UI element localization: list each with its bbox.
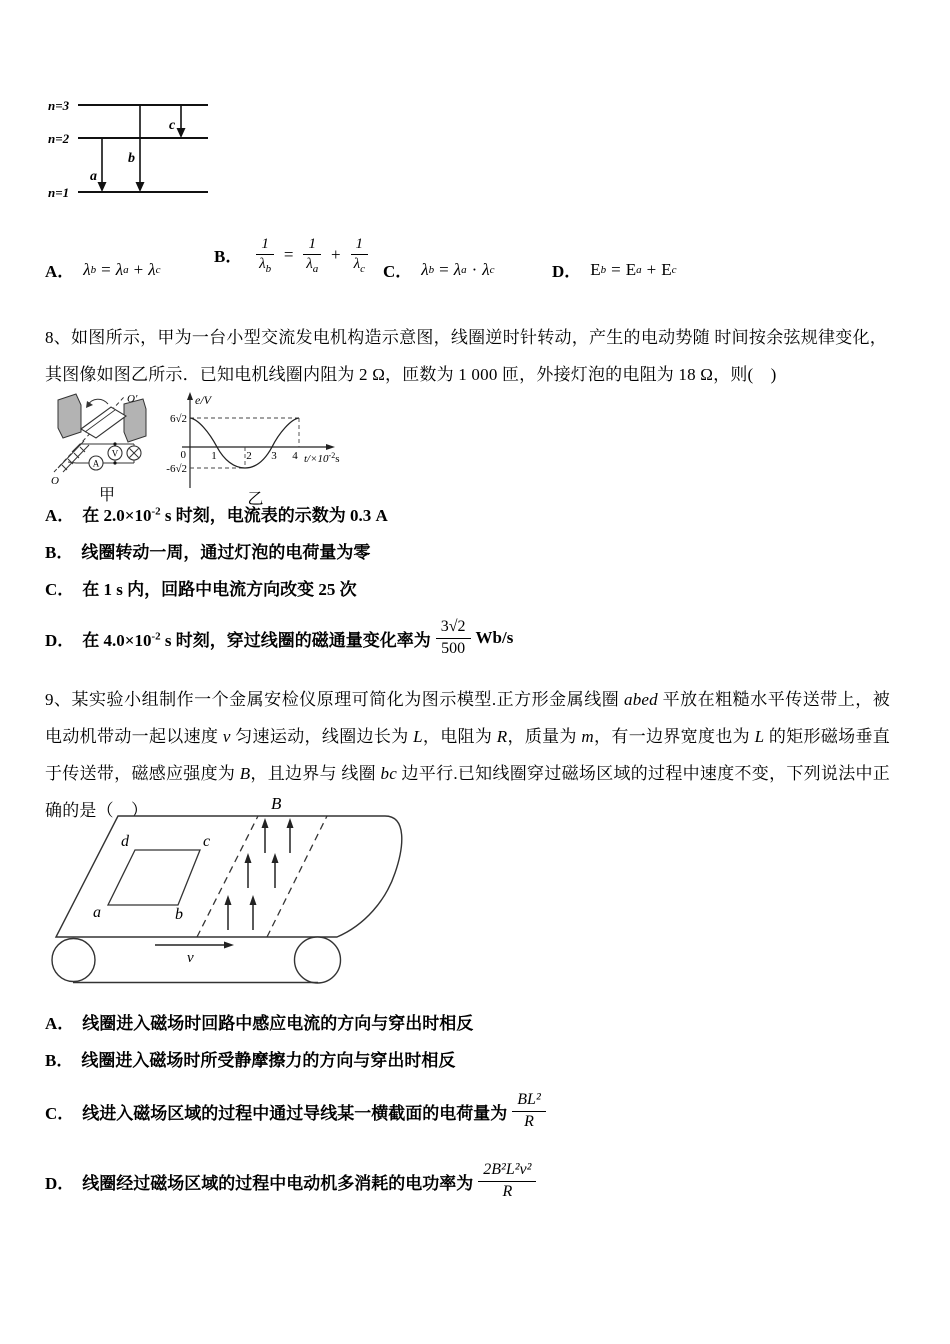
q8-option-b — [45, 532, 890, 569]
denominator — [353, 255, 365, 276]
option-label: B． — [45, 1051, 74, 1070]
axis-label-o-prime: O′ — [126, 393, 137, 405]
energy-level-diagram — [45, 91, 215, 206]
velocity-label: v — [187, 950, 194, 966]
math-E-b: E — [590, 259, 601, 279]
q9-options — [45, 1003, 890, 1217]
x-axis-arrowhead — [326, 444, 335, 450]
voltmeter-label: V — [111, 448, 118, 459]
plus-sign: + — [646, 259, 657, 279]
emf-graph — [158, 392, 353, 492]
junction-dot — [113, 461, 116, 464]
denominator: R — [502, 1182, 513, 1200]
right-magnet — [124, 399, 146, 442]
y-min-label: -6√2 — [166, 463, 187, 475]
lambda: λ — [353, 256, 361, 273]
denominator — [306, 255, 319, 276]
fraction — [512, 1091, 545, 1131]
option-label: A． — [45, 506, 75, 525]
q9-option-b — [45, 1040, 890, 1077]
arrowhead-c — [177, 128, 186, 138]
x-tick-2: 2 — [246, 450, 252, 462]
q8-option-a — [45, 495, 890, 532]
right-roller — [295, 937, 341, 983]
ammeter-label: A — [92, 458, 99, 469]
figure-caption-jia: 甲 — [98, 487, 115, 504]
math-E-c: E — [661, 259, 672, 279]
lambda: λ — [306, 256, 313, 273]
option-label: A． — [45, 1014, 75, 1033]
x-label-unit: s — [335, 453, 340, 465]
subscript: b — [265, 263, 272, 276]
transition-label-b: b — [128, 151, 135, 166]
generator-figure-block — [48, 392, 166, 505]
option-text: 线圈进入磁场时所受静摩擦力的方向与穿出时相反 — [81, 1051, 456, 1070]
fraction — [256, 236, 274, 274]
fraction — [436, 618, 471, 658]
coil-label-a: a — [93, 904, 101, 921]
q7-option-d: D． E b = E a + E c — [552, 257, 677, 282]
rotation-arrowhead — [86, 401, 93, 408]
x-tick-3: 3 — [271, 450, 277, 462]
numerator: 3√2 — [436, 618, 471, 638]
option-text: 线圈进入磁场时回路中感应电流的方向与穿出时相反 — [82, 1014, 474, 1033]
equals-sign: = — [283, 244, 294, 264]
numerator: 2B²L²v² — [478, 1161, 536, 1181]
level-label-n3: n=3 — [48, 98, 70, 113]
q9-option-a — [45, 1003, 890, 1040]
option-unit: Wb/s — [475, 628, 514, 647]
equals-sign: = — [101, 259, 111, 279]
y-axis-arrowhead — [187, 392, 193, 400]
option-text: 线进入磁场区域的过程中通过导线某一横截面的电荷量为 — [82, 1103, 508, 1123]
denominator: R — [524, 1112, 534, 1130]
math-lambda-c: λ — [148, 259, 156, 279]
field-label-B: B — [271, 794, 282, 813]
transition-label-c: c — [169, 118, 176, 133]
arrowhead-a — [98, 182, 107, 192]
belt-surface — [56, 816, 402, 937]
q9-option-d — [45, 1145, 890, 1217]
option-label: A． — [45, 262, 75, 281]
q8-option-c — [45, 569, 890, 606]
math-lambda-a: λ — [453, 259, 462, 279]
denominator — [259, 255, 272, 276]
math-lambda-c: λ — [482, 259, 490, 279]
lambda: λ — [259, 256, 266, 273]
question-8-text: 8、如图所示，甲为一台小型交流发电机构造示意图，线圈逆时针转动，产生的电动势随 时间按余弦规律变化，其图像如图乙所示．已知电机线圈内阻为 2 Ω，匝数为 1 000 匝，外接灯泡的电阻为 18 Ω，则( ) — [45, 328, 887, 384]
fraction — [351, 236, 369, 274]
question-9-text: 9、某实验小组制作一个金属安检仪原理可简化为图示模型.正方形金属线圈 abed 平放在粗糙水平传送带上，被电动机带动一起以速度 v 匀速运动，线圈边长为 L，电阻为 R，质量为 m，有一边界宽度也为 L 的矩形磁场垂直于传送带，磁感应强度为 B，且边界与 线圈 bc 边平行.已知线圈穿过磁场区域的过程中速度不变，下列说法中正确的是（ ） — [45, 690, 891, 820]
coil-label-c: c — [203, 833, 211, 850]
shaft — [58, 441, 89, 472]
q9-option-c — [45, 1077, 890, 1145]
q7-options-row — [45, 230, 745, 305]
option-text: 在 $4.0\times 10^{-2}$ s 时刻，穿过线圈的磁通量变化率为 — [82, 629, 431, 650]
numerator: 1 — [256, 236, 274, 255]
numerator: BL² — [512, 1091, 545, 1111]
equals-sign: = — [611, 259, 621, 279]
left-magnet — [58, 394, 81, 438]
option-text: 在 $2.0\times 10^{-2}$ s 时刻，电流表的示数为 0.3 A — [82, 505, 388, 525]
level-label-n2: n=2 — [48, 131, 70, 146]
q7-option-b — [214, 236, 373, 274]
plus-sign: + — [133, 259, 144, 279]
option-label: B． — [45, 543, 74, 562]
conveyor-figure — [45, 793, 445, 998]
q7-option-a: A． λ b = λ a + λ c — [45, 257, 160, 282]
x-label-base: t/×10 — [304, 453, 329, 465]
math-lambda-b: λ — [421, 259, 429, 279]
coil — [81, 407, 126, 438]
option-label: C． — [383, 262, 413, 281]
option-label: D． — [552, 262, 582, 281]
math-lambda-a: λ — [115, 259, 124, 279]
option-label: B． — [214, 247, 243, 267]
y-zero-label: 0 — [180, 449, 186, 461]
option-label: C． — [45, 1103, 75, 1123]
coil-label-d: d — [121, 833, 129, 850]
axis-label-o: O — [50, 475, 59, 487]
coil-label-b: b — [175, 906, 183, 923]
subscript: c — [360, 263, 365, 276]
equals-sign: = — [439, 259, 449, 279]
emf-graph-block — [158, 392, 353, 509]
dot-operator: · — [471, 259, 478, 279]
arrowhead-b — [136, 182, 145, 192]
y-max-label: 6√2 — [169, 413, 187, 425]
option-text: 在 1 s 内，回路中电流方向改变 25 次 — [82, 580, 357, 599]
left-roller — [52, 939, 95, 982]
option-text: 线圈转动一周，通过灯泡的电荷量为零 — [81, 543, 371, 562]
q8-figure — [48, 392, 353, 509]
option-text: 线圈经过磁场区域的过程中电动机多消耗的电功率为 — [82, 1173, 474, 1193]
level-label-n1: n=1 — [48, 185, 70, 200]
generator-figure — [50, 392, 165, 488]
velocity-arrowhead — [224, 942, 234, 949]
denominator: 500 — [441, 639, 466, 657]
transition-label-a: a — [90, 169, 97, 184]
figure-caption-yi: 乙 — [247, 491, 264, 508]
x-tick-1: 1 — [211, 450, 217, 462]
q8-option-d — [45, 606, 890, 670]
emf-curve — [190, 418, 299, 468]
fraction — [303, 236, 321, 274]
option-label: C． — [45, 580, 75, 599]
x-tick-4: 4 — [292, 450, 298, 462]
junction-dot — [113, 442, 116, 445]
math-lambda-b: λ — [83, 259, 91, 279]
plus-sign: + — [330, 244, 341, 264]
y-axis-label: e/V — [195, 393, 211, 407]
q8-options — [45, 495, 890, 670]
x-axis-label — [304, 451, 340, 465]
q7-option-c: C． λ b = λ a · λ c — [383, 257, 495, 282]
option-label: D． — [45, 630, 75, 650]
option-label: D． — [45, 1173, 75, 1193]
math-E-a: E — [625, 259, 637, 279]
fraction — [478, 1161, 536, 1201]
numerator: 1 — [303, 236, 321, 255]
subscript: a — [312, 263, 319, 276]
numerator: 1 — [351, 236, 369, 255]
x-label-exponent: -2 — [328, 451, 336, 460]
